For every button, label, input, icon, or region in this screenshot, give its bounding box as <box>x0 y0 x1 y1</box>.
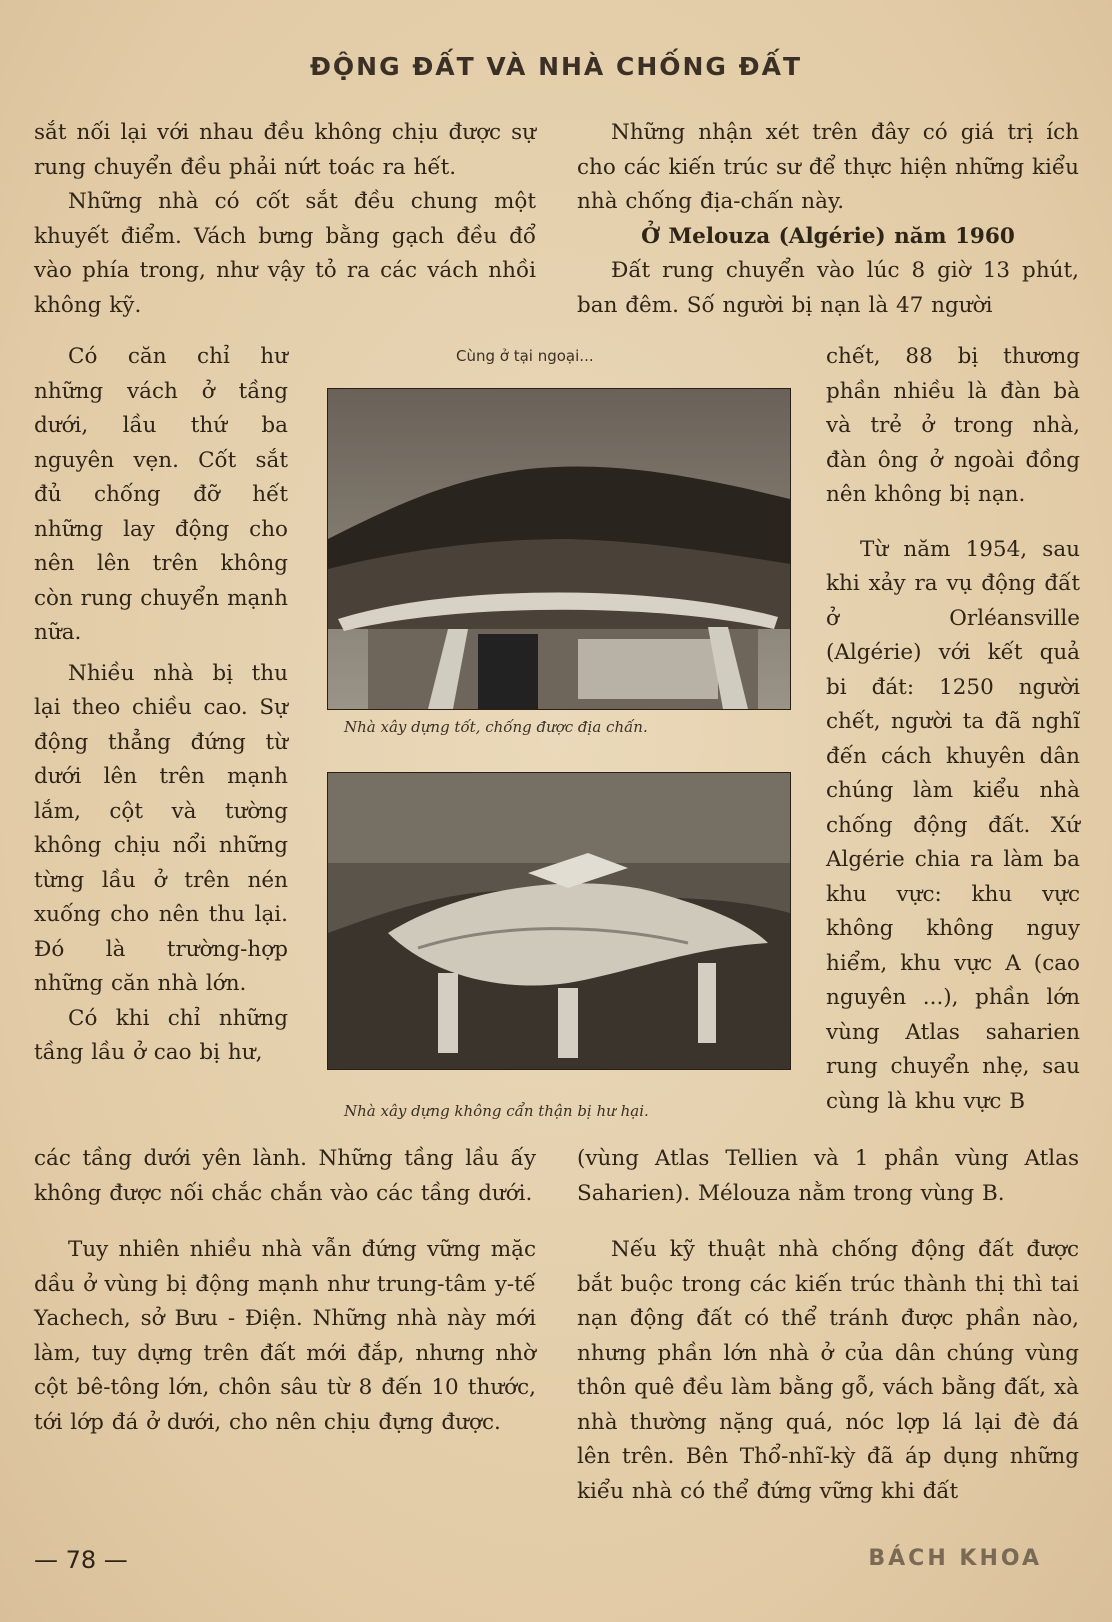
left-top-text <box>34 116 536 323</box>
paragraph: chết, 88 bị thương phần nhiều là đàn bà và trẻ ở trong nhà, đàn ông ở ngoài đồng nên không bị nạn. <box>826 344 1080 507</box>
paragraph: Những nhận xét trên đây có giá trị ích cho các kiến trúc sư để thực hiện những kiểu nhà chống địa-chấn này. <box>577 120 1079 214</box>
right-narrow-text <box>826 340 1080 1119</box>
paragraph: Đất rung chuyển vào lúc 8 giờ 13 phút, ban đêm. Số người bị nạn là 47 người <box>577 258 1079 318</box>
paragraph: sắt nối lại với nhau đều không chịu được sự rung chuyển đều phải nứt toác ra hết. <box>34 120 536 180</box>
page-header: ĐỘNG ĐẤT VÀ NHÀ CHỐNG ĐẤT <box>309 52 803 81</box>
figure-caption: Nhà xây dựng không cẩn thận bị hư hại. <box>344 1102 649 1120</box>
paragraph: các tầng dưới yên lành. Những tầng lầu ấy không được nối chắc chắn vào các tầng dưới. <box>34 1146 536 1206</box>
section-heading: Ở Melouza (Algérie) năm 1960 <box>641 223 1015 249</box>
paragraph: Nếu kỹ thuật nhà chống động đất được bắt buộc trong các kiến trúc thành thị thì tai nạn động đất có thể tránh được phần nào, nhưng phần lớn nhà ở của dân chúng vùng thôn quê đều làm bằng gỗ, vách bằng đất, xà nhà thường nặng quá, nóc lợp lá lại đè đá lên trên. Bên Thổ-nhĩ-kỳ đã áp dụng những kiểu nhà có thể đứng vững khi đất <box>577 1237 1079 1504</box>
left-narrow-text <box>34 340 288 1071</box>
paragraph: Nhiều nhà bị thu lại theo chiều cao. Sự động thẳng đứng từ dưới lên trên mạnh lắm, cột và tường không chịu nổi những từng lầu ở trên nén xuống cho nên thu lại. Đó là trường-hợp những căn nhà lớn. <box>34 660 288 996</box>
left-bottom-text <box>34 1142 536 1440</box>
paragraph: Có khi chỉ những tầng lầu ở cao bị hư, <box>34 1005 288 1065</box>
paragraph: Có căn chỉ hư những vách ở tầng dưới, lầu thứ ba nguyên vẹn. Cốt sắt đủ chống đỡ hết những lay động cho nên lên trên không còn rung chuyển mạnh nữa. <box>34 344 288 645</box>
paragraph: Những nhà có cốt sắt đều chung một khuyết điểm. Vách bưng bằng gạch đều đổ vào phía trong, như vậy tỏ ra các vách nhồi không kỹ. <box>34 189 536 318</box>
figure-label: Cùng ở tại ngoại... <box>456 347 594 365</box>
paragraph: (vùng Atlas Tellien và 1 phần vùng Atlas Saharien). Mélouza nằm trong vùng B. <box>577 1146 1079 1206</box>
publication-name: BÁCH KHOA <box>868 1546 1042 1571</box>
damaged-building-photo <box>327 772 791 1070</box>
right-bottom-text <box>577 1142 1079 1509</box>
paragraph: Từ năm 1954, sau khi xảy ra vụ động đất ở Orléansville (Algérie) với kết quả bi đát: 1250 người chết, người ta đã nghĩ đến cách khuyên dân chúng làm kiểu nhà chống động đất. Xứ Algérie chia ra làm ba khu vực: khu vực không không nguy hiểm, khu vực A (cao nguyên ...), phần lớn vùng Atlas saharien rung chuyển nhẹ, sau cùng là khu vực B <box>826 536 1080 1114</box>
right-top-text <box>577 116 1079 323</box>
modern-building-photo <box>327 388 791 710</box>
paragraph: Tuy nhiên nhiều nhà vẫn đứng vững mặc dầu ở vùng bị động mạnh như trung-tâm y-tế Yachech, sở Bưu - Điện. Những nhà này mới làm, tuy dựng trên đất mới đắp, nhưng nhờ cột bê-tông lớn, chôn sâu từ 8 đến 10 thước, tới lớp đá ở dưới, cho nên chịu đựng được. <box>34 1237 536 1435</box>
figure-caption: Nhà xây dựng tốt, chống được địa chấn. <box>344 718 648 736</box>
page-number: — 78 — <box>34 1546 128 1574</box>
